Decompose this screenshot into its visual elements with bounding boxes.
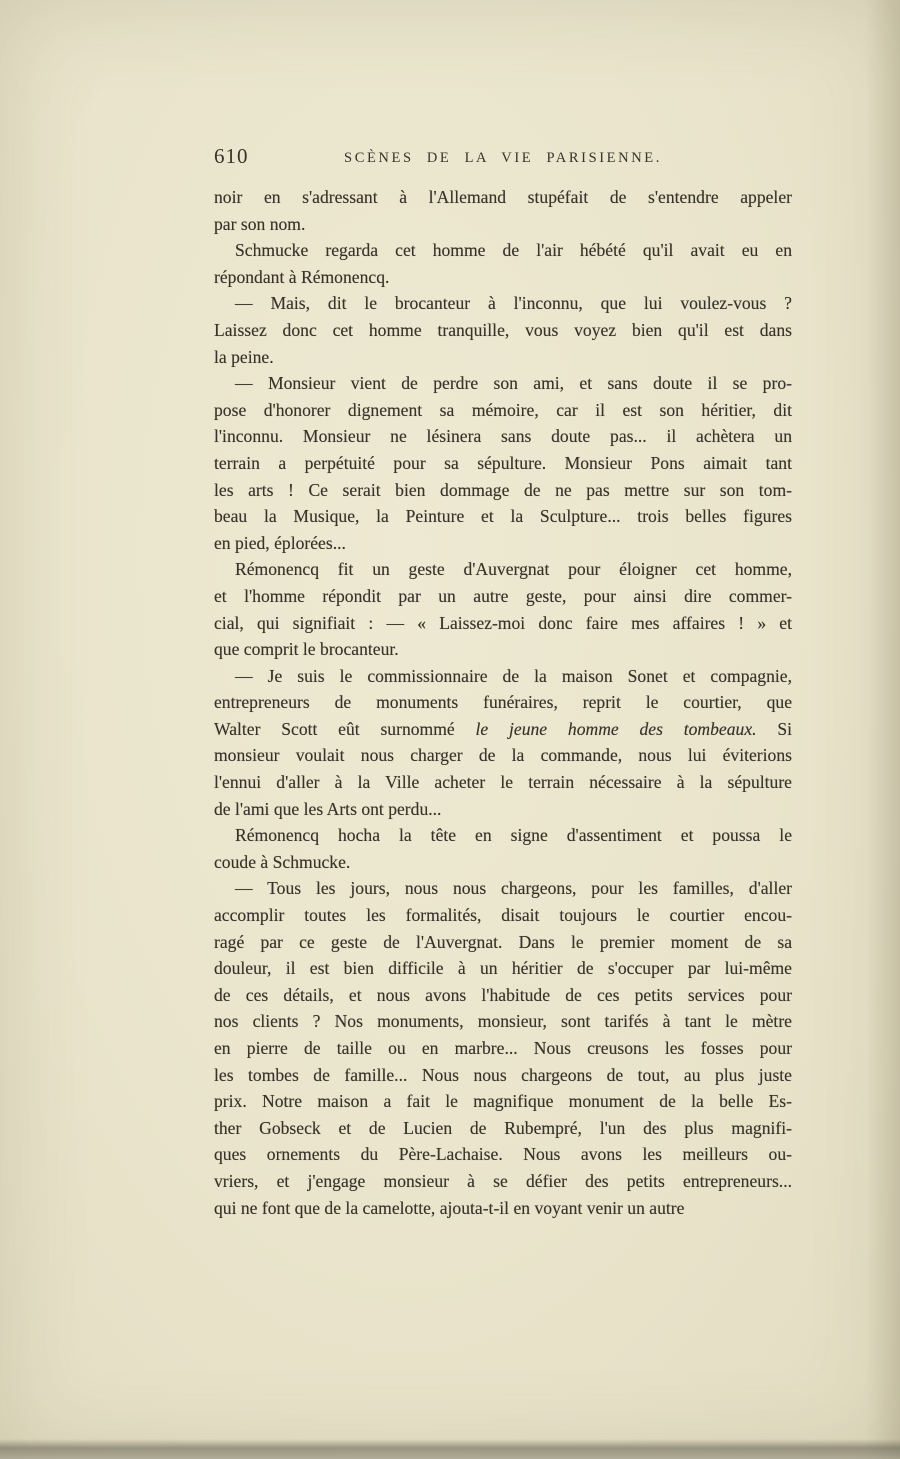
- text-line: ques ornements du Père-Lachaise. Nous avons les meilleurs ou-: [214, 1144, 792, 1165]
- text-line: de ces détails, et nous avons l'habitude de ces petits services pour: [214, 984, 792, 1005]
- paragraph: [214, 875, 792, 1221]
- text-line: en pierre de taille ou en marbre... Nous creusons les fosses pour: [214, 1038, 792, 1058]
- text-line: ragé par ce geste de l'Auvergnat. Dans le premier moment de sa: [214, 931, 792, 952]
- text-line: accomplir toutes les formalités, disait toujours le courtier encou-: [214, 905, 792, 926]
- text-segment: Walter Scott eût surnommé: [214, 718, 476, 739]
- text-segment: Si: [756, 718, 792, 739]
- paragraph: [214, 370, 792, 556]
- paragraph: [214, 822, 792, 875]
- text-line: l'ennui d'aller à la Ville acheter le terrain nécessaire à la sépulture: [214, 772, 792, 793]
- text-line: monsieur voulait nous charger de la commande, nous lui éviterions: [214, 745, 792, 766]
- text-line: Rémonencq hocha la tête en signe d'assentiment et poussa le: [235, 825, 792, 846]
- text-line: vriers, et j'engage monsieur à se défier des petits entrepreneurs...: [214, 1170, 792, 1191]
- paragraph: [214, 237, 792, 290]
- text-line: terrain a perpétuité pour sa sépulture. Monsieur Pons aimait tant: [214, 452, 792, 473]
- text-line: pose d'honorer dignement sa mémoire, car il est son héritier, dit: [214, 399, 792, 420]
- page-header: [214, 146, 792, 178]
- text-line: de l'ami que les Arts ont perdu...: [214, 798, 442, 819]
- page-number: 610: [214, 144, 249, 168]
- text-line: que comprit le brocanteur.: [214, 639, 399, 660]
- text-line: les arts ! Ce serait bien dommage de ne pas mettre sur son tom-: [214, 479, 792, 500]
- text-line: prix. Notre maison a fait le magnifique monument de la belle Es-: [214, 1091, 792, 1112]
- text-line: — Je suis le commissionnaire de la maison Sonet et compagnie,: [235, 665, 792, 686]
- paragraph: [214, 663, 792, 823]
- text-line: et l'homme répondit par un autre geste, pour ainsi dire commer-: [214, 585, 792, 606]
- text-line: noir en s'adressant à l'Allemand stupéfait de s'entendre appeler: [214, 187, 792, 207]
- running-title: SCÈNES DE LA VIE PARISIENNE.: [344, 150, 662, 166]
- text-line: par son nom.: [214, 213, 306, 234]
- text-line: — Tous les jours, nous nous chargeons, pour les familles, d'aller: [235, 878, 792, 899]
- text-line: l'inconnu. Monsieur ne lésinera sans doute pas... il achètera un: [214, 426, 792, 447]
- text-block: [214, 146, 792, 1221]
- text-line: répondant à Rémonencq.: [214, 266, 390, 287]
- text-line: en pied, éplorées...: [214, 532, 346, 553]
- text-line: nos clients ? Nos monuments, monsieur, sont tarifés à tant le mètre: [214, 1011, 792, 1032]
- text-line: entrepreneurs de monuments funéraires, reprit le courtier, que: [214, 692, 792, 713]
- paragraph: [214, 184, 792, 237]
- text-line: Laissez donc cet homme tranquille, vous voyez bien qu'il est dans: [214, 319, 792, 340]
- text-line: Schmucke regarda cet homme de l'air hébété qu'il avait eu en: [235, 240, 792, 261]
- text-line: ther Gobseck et de Lucien de Rubempré, l'un des plus magnifi-: [214, 1117, 792, 1138]
- text-line: qui ne font que de la camelotte, ajouta-t-il en voyant venir un autre: [214, 1197, 685, 1218]
- text-line: beau la Musique, la Peinture et la Sculpture... trois belles figures: [214, 506, 792, 527]
- text-line: — Monsieur vient de perdre son ami, et sans doute il se pro-: [235, 373, 792, 394]
- page-bottom-edge-shadow: [0, 1439, 900, 1459]
- text-line: douleur, il est bien difficile à un héritier de s'occuper par lui-même: [214, 958, 792, 979]
- paragraph: [214, 290, 792, 370]
- text-line: cial, qui signifiait : — « Laissez-moi donc faire mes affaires ! » et: [214, 612, 792, 633]
- text-line: [214, 716, 792, 743]
- text-line: les tombes de famille... Nous nous chargeons de tout, au plus juste: [214, 1064, 792, 1085]
- page-text: [214, 184, 792, 1221]
- italic-phrase: le jeune homme des tombeaux.: [475, 718, 757, 739]
- text-line: Rémonencq fit un geste d'Auvergnat pour éloigner cet homme,: [235, 559, 792, 580]
- paragraph: [214, 556, 792, 662]
- text-line: — Mais, dit le brocanteur à l'inconnu, que lui voulez-vous ?: [235, 293, 792, 314]
- page-right-edge-shadow: [866, 0, 900, 1459]
- text-line: la peine.: [214, 346, 274, 367]
- text-line: coude à Schmucke.: [214, 851, 351, 872]
